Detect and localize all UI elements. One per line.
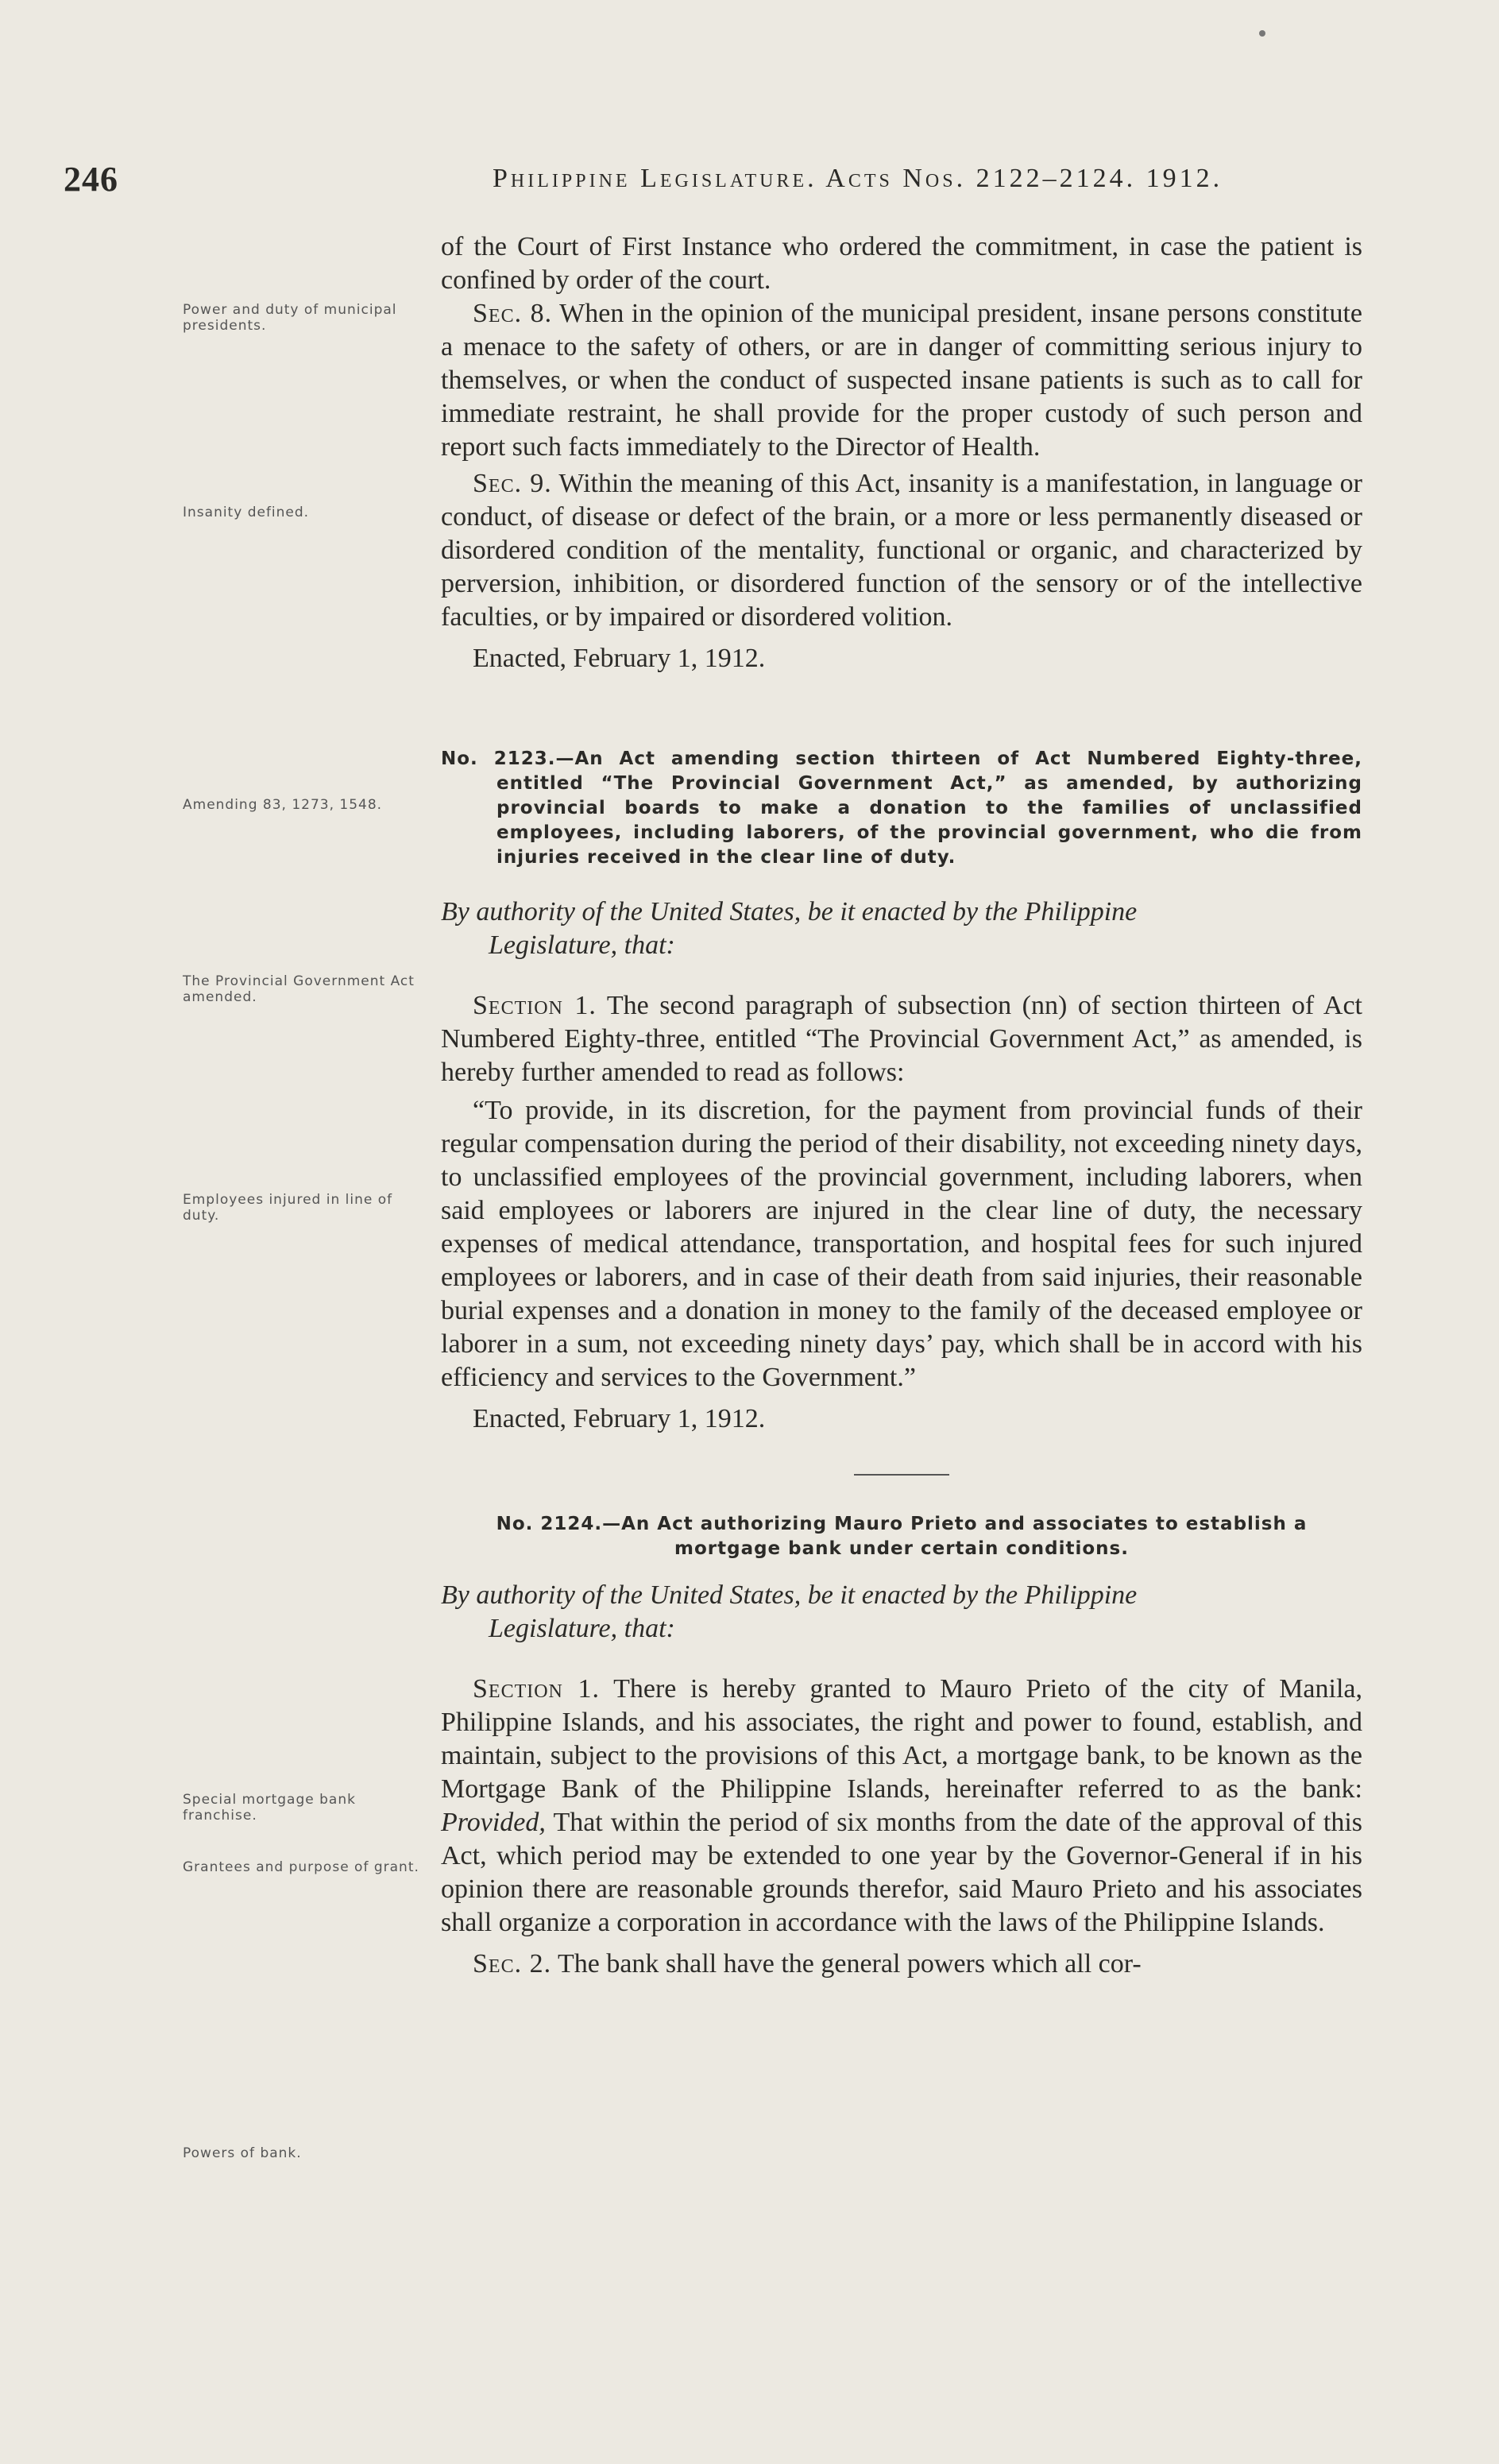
enacting-clause-1 — [441, 895, 1362, 962]
section-2-text: The bank shall have the general powers which all cor- — [557, 1949, 1142, 1979]
act-2123-title: No. 2123.—An Act amending section thirteen of Act Numbered Eighty-three, entitled “The Provincial Government Act,” as amended, by authorizing provincial boards to make a donation to the families of unclassified employees, including laborers, of the provincial government, who die from injuries received in the clear line of duty. — [441, 748, 1362, 868]
section-1-act-2123 — [441, 989, 1362, 1089]
running-title: Philippine Legislature. Acts Nos. 2122–2124. 1912. — [493, 164, 1223, 193]
margin-note-grantees: Grantees and purpose of grant. — [183, 1859, 419, 1875]
section-1-text-b-1: There is hereby granted to Mauro Prieto of the city of Manila, Philippine Islands, and his associates, the right and power to found, establish, and maintain, subject to the provisions of this Act, a mortgage bank, to be known as the Mortgage Bank of the Philippine Islands, hereinafter referred to as the bank: — [441, 1674, 1362, 1804]
enacted-date-1: Enacted, February 1, 1912. — [473, 644, 766, 673]
section-2-label: Sec. 2. — [473, 1949, 552, 1979]
page-header — [64, 159, 1366, 207]
enacting-clause-2-line-2: Legislature, that: — [489, 1614, 675, 1643]
margin-note-powers-of-bank: Powers of bank. — [183, 2145, 302, 2161]
margin-note-amending: Amending 83, 1273, 1548. — [183, 797, 383, 813]
act-2124-title: No. 2124.—An Act authorizing Mauro Prieto and associates to establish a mortgage bank under certain conditions. — [496, 1514, 1308, 1559]
enacting-clause-1-line-2: Legislature, that: — [489, 930, 675, 960]
provided-keyword: Provided, — [441, 1808, 546, 1837]
margin-note-insanity-defined: Insanity defined. — [183, 505, 310, 520]
section-1-act-2124 — [441, 1673, 1362, 1940]
act-2123-heading — [441, 747, 1362, 870]
section-1-label-a: Section 1. — [473, 991, 597, 1020]
paragraph-continuation: of the Court of First Instance who ordered the commitment, in case the patient is confined by order of the court. — [441, 232, 1362, 295]
margin-note-power-duty: Power and duty of municipal presidents. — [183, 302, 397, 334]
section-1-text-a: The second paragraph of subsection (nn) of section thirteen of Act Numbered Eighty-three, entitled “The Provincial Government Act,” as amended, is hereby further amended to read as follows: — [441, 991, 1362, 1087]
section-8-label: Sec. 8. — [473, 299, 553, 328]
section-9 — [441, 467, 1362, 634]
enacting-clause-2 — [441, 1579, 1362, 1646]
section-1-label-b: Section 1. — [473, 1674, 601, 1704]
section-2 — [441, 1948, 1362, 1981]
section-divider — [854, 1474, 949, 1476]
section-8 — [441, 297, 1362, 464]
page-number: 246 — [64, 160, 118, 199]
margin-note-special-mortgage: Special mortgage bank franchise. — [183, 1792, 356, 1824]
section-1-text-b-2: That within the period of six months from the date of the approval of this Act, which period may be extended to one year by the Governor-General if in his opinion there are reasonable grounds therefor, said Mauro Prieto and his associates shall organize a corporation in accordance with the laws of the Philippine Islands. — [441, 1808, 1363, 1937]
section-9-label: Sec. 9. — [473, 469, 552, 498]
scan-speck — [1259, 30, 1265, 37]
enacting-clause-2-line-1: By authority of the United States, be it enacted by the Philippine — [441, 1580, 1138, 1610]
enacted-date-2: Enacted, February 1, 1912. — [473, 1404, 766, 1433]
main-text — [441, 230, 1362, 1981]
section-8-text: When in the opinion of the municipal president, insane persons constitute a menace to the safety of others, or are in danger of committing serious injury to themselves, or when the conduct of suspected insane patients is such as to call for immediate restraint, he shall provide for the proper custody of such person and report such facts immediately to the Director of Health. — [441, 299, 1362, 462]
act-2124-heading — [441, 1512, 1362, 1561]
amended-paragraph-quote: “To provide, in its discretion, for the payment from provincial funds of their regular compensation during the period of their disability, not exceeding ninety days, to unclassified employees of the provincial government, including laborers, when said employees or laborers are injured in the clear line of duty, the necessary expenses of medical attendance, transportation, and hospital fees for such injured employees or laborers, and in case of their death from said injuries, their reasonable burial expenses and a donation in money to the family of the deceased employee or laborer in a sum, not exceeding ninety days’ pay, which shall be in accord with his efficiency and services to the Government.” — [441, 1096, 1362, 1392]
enacting-clause-1-line-1: By authority of the United States, be it enacted by the Philippine — [441, 897, 1138, 926]
margin-note-employees-injured: Employees injured in line of duty. — [183, 1192, 393, 1224]
section-9-text: Within the meaning of this Act, insanity is a manifestation, in language or conduct, of disease or defect of the brain, or a more or less permanently diseased or disordered condition of the mentality, functional or organic, and characterized by perversion, inhibition, or disordered function of the sensory or of the intellective faculties, or by impaired or disordered volition. — [441, 469, 1363, 632]
margin-note-provincial-government-act: The Provincial Government Act amended. — [183, 973, 415, 1005]
